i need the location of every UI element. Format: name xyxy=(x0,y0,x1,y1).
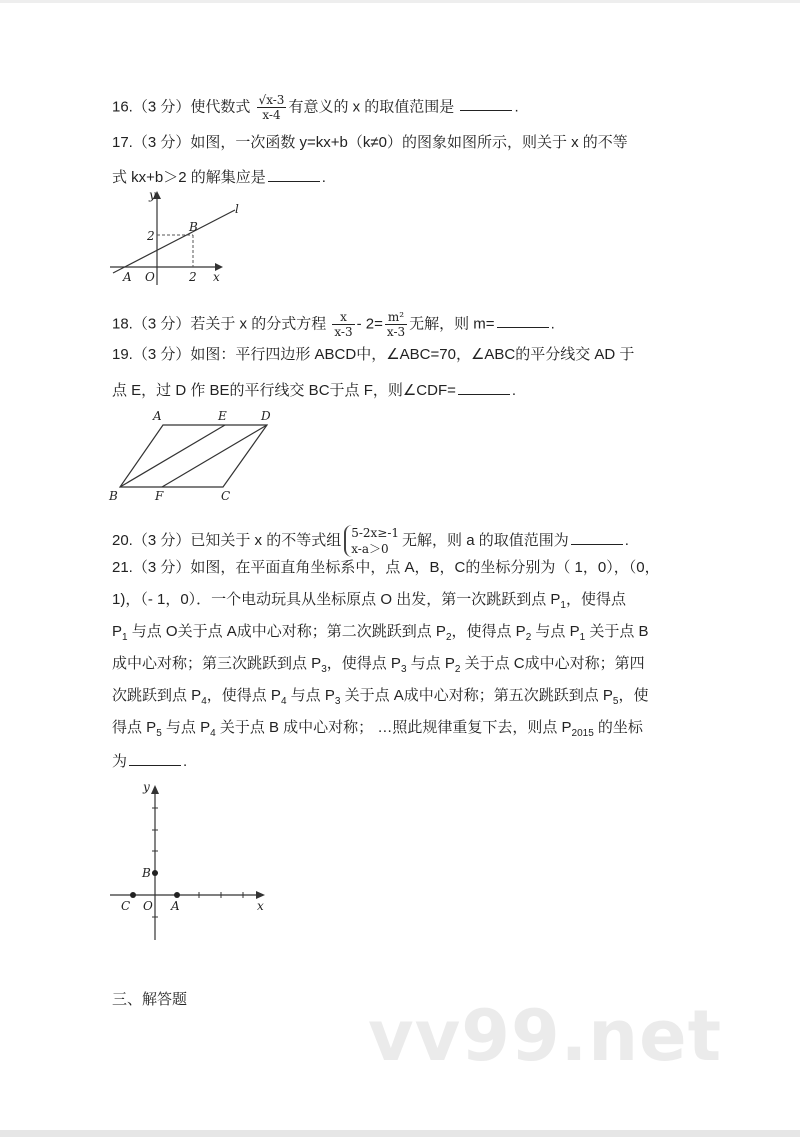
label-2-x: 2 xyxy=(189,270,197,284)
subscript: 5 xyxy=(612,696,619,707)
question-17-line1: 17.（3 分）如图，一次函数 y=kx+b（k≠0）的图象如图所示，则关于 x 的不等 xyxy=(112,134,628,151)
answer-blank[interactable] xyxy=(497,313,549,328)
text: 关于点 C成中心对称；第四 xyxy=(460,655,645,672)
bottom-border xyxy=(0,1130,800,1137)
q16-text: 16.（3 分）使代数式 xyxy=(112,98,251,116)
text: 与点 P xyxy=(161,719,211,736)
q16-numerator: √x-3 xyxy=(258,93,285,107)
top-border xyxy=(0,0,800,3)
label-B: B xyxy=(189,220,198,234)
text: ，使 xyxy=(618,687,649,704)
subscript: 2015 xyxy=(571,728,594,739)
label-l: l xyxy=(235,202,239,216)
text: 与点 P xyxy=(406,655,455,672)
question-21-line4 xyxy=(112,654,645,680)
text: ，使得点 P xyxy=(326,655,401,672)
text: 的坐标 xyxy=(593,719,643,736)
q19-text: 点 E，过 D 作 BE的平行线交 BC于点 F，则∠CDF= xyxy=(112,382,456,399)
point-A xyxy=(174,892,180,898)
subscript: 1 xyxy=(579,632,586,643)
question-21-line7 xyxy=(112,751,187,772)
subscript: 1 xyxy=(560,600,566,611)
q21-end: . xyxy=(183,753,188,770)
q16-denominator: x-4 xyxy=(262,108,281,122)
text: 1)，（- 1，0）．一个电动玩具从坐标原点 O 出发，第一次跳跃到点 P xyxy=(112,591,561,608)
text: ，使得点 xyxy=(565,591,626,608)
q18-end: . xyxy=(550,315,555,333)
text: 与点 P xyxy=(286,687,335,704)
label-2-y: 2 xyxy=(147,229,155,243)
label-A: A xyxy=(171,899,180,913)
q18-suffix: 无解，则 m= xyxy=(409,315,495,333)
text: 与点 P xyxy=(531,623,580,640)
question-21-line3 xyxy=(112,622,649,648)
text: 与点 O关于点 A成中心对称；第二次跳跃到点 P xyxy=(127,623,446,640)
q16-end: . xyxy=(514,98,519,116)
label-x: x xyxy=(213,270,220,284)
parallelogram-ABCD xyxy=(120,425,267,487)
text: 关于点 B xyxy=(585,623,649,640)
text: 为 xyxy=(112,753,128,770)
segment-DF xyxy=(162,425,267,487)
inequality-1: 5-2x≥-1 xyxy=(351,526,400,540)
text: 关于点 A成中心对称；第五次跳跃到点 P xyxy=(340,687,613,704)
q20-end: . xyxy=(624,531,629,549)
label-F: F xyxy=(155,489,164,503)
q16-suffix: 有意义的 x 的取值范围是 xyxy=(288,98,455,116)
q20-text: 20.（3 分）已知关于 x 的不等式组 xyxy=(112,531,342,549)
subscript: 3 xyxy=(321,664,327,675)
question-21-line6 xyxy=(112,718,643,744)
numerator: m² xyxy=(385,310,407,325)
label-C: C xyxy=(121,899,131,913)
text: 成中心对称；第三次跳跃到点 P xyxy=(112,655,322,672)
numerator: x xyxy=(332,310,354,325)
subscript: 3 xyxy=(400,664,407,675)
question-19-line2 xyxy=(112,380,516,401)
answer-blank[interactable] xyxy=(460,96,512,111)
label-y: y xyxy=(143,780,150,794)
label-D: D xyxy=(261,409,271,423)
answer-blank[interactable] xyxy=(571,530,623,545)
q16-fraction xyxy=(257,93,287,122)
text: 得点 P xyxy=(112,719,157,736)
label-x: x xyxy=(257,899,264,913)
question-20 xyxy=(112,525,629,557)
subscript: 3 xyxy=(334,696,341,707)
text: 次跳跃到点 P xyxy=(112,687,202,704)
q18-fraction-2 xyxy=(385,310,407,339)
watermark: vv99.net xyxy=(368,995,723,1077)
label-O: O xyxy=(145,270,155,284)
subscript: 2 xyxy=(525,632,532,643)
subscript: 2 xyxy=(454,664,461,675)
subscript: 2 xyxy=(445,632,452,643)
q17-line-graph xyxy=(105,185,265,290)
point-B xyxy=(152,870,158,876)
label-C: C xyxy=(221,489,231,503)
q19-end: . xyxy=(511,382,517,399)
denominator: x-3 xyxy=(386,325,406,339)
subscript: 4 xyxy=(201,696,207,707)
subscript: 4 xyxy=(210,728,216,739)
q20-suffix: 无解，则 a 的取值范围为 xyxy=(402,531,569,549)
text: P xyxy=(112,623,123,640)
label-B: B xyxy=(109,489,118,503)
text: ，使得点 P xyxy=(451,623,526,640)
subscript: 5 xyxy=(156,728,162,739)
text: ，使得点 P xyxy=(206,687,281,704)
label-O: O xyxy=(143,899,153,913)
question-21-line1: 21.（3 分）如图，在平面直角坐标系中，点 A，B，C的坐标分别为（ 1，0），（0， xyxy=(112,559,660,576)
subscript: 1 xyxy=(122,632,128,643)
answer-blank[interactable] xyxy=(458,380,510,395)
label-B: B xyxy=(142,866,151,880)
label-A: A xyxy=(153,409,162,423)
q17-end: . xyxy=(321,169,326,186)
answer-blank[interactable] xyxy=(268,167,320,182)
label-E: E xyxy=(218,409,227,423)
segment-BE xyxy=(120,425,225,487)
function-line xyxy=(113,210,235,273)
inequality-2: x-a＞0 xyxy=(351,542,389,556)
subscript: 4 xyxy=(280,696,287,707)
q17-text: 式 kx+b＞2 的解集应是 xyxy=(112,169,266,186)
q19-parallelogram xyxy=(105,405,285,503)
question-21-line2 xyxy=(112,590,626,616)
answer-blank[interactable] xyxy=(129,751,181,766)
point-C xyxy=(130,892,136,898)
label-y: y xyxy=(149,188,156,202)
q18-fraction-1 xyxy=(332,310,354,339)
question-16 xyxy=(112,93,519,122)
question-21-line5 xyxy=(112,686,649,712)
label-A: A xyxy=(123,270,132,284)
question-19-line1: 19.（3 分）如图：平行四边形 ABCD中，∠ABC=70，∠ABC的平分线交 AD 于 xyxy=(112,346,635,363)
q18-text: 18.（3 分）若关于 x 的分式方程 xyxy=(112,315,327,333)
q18-mid: - 2= xyxy=(356,315,383,333)
q21-coordinate-plane xyxy=(105,778,275,943)
question-18 xyxy=(112,310,555,339)
section-heading: 三、解答题 xyxy=(112,991,188,1008)
inequality-system xyxy=(344,525,399,557)
denominator: x-3 xyxy=(334,325,353,339)
text: 关于点 B 成中心对称； …照此规律重复下去，则点 P xyxy=(215,719,572,736)
